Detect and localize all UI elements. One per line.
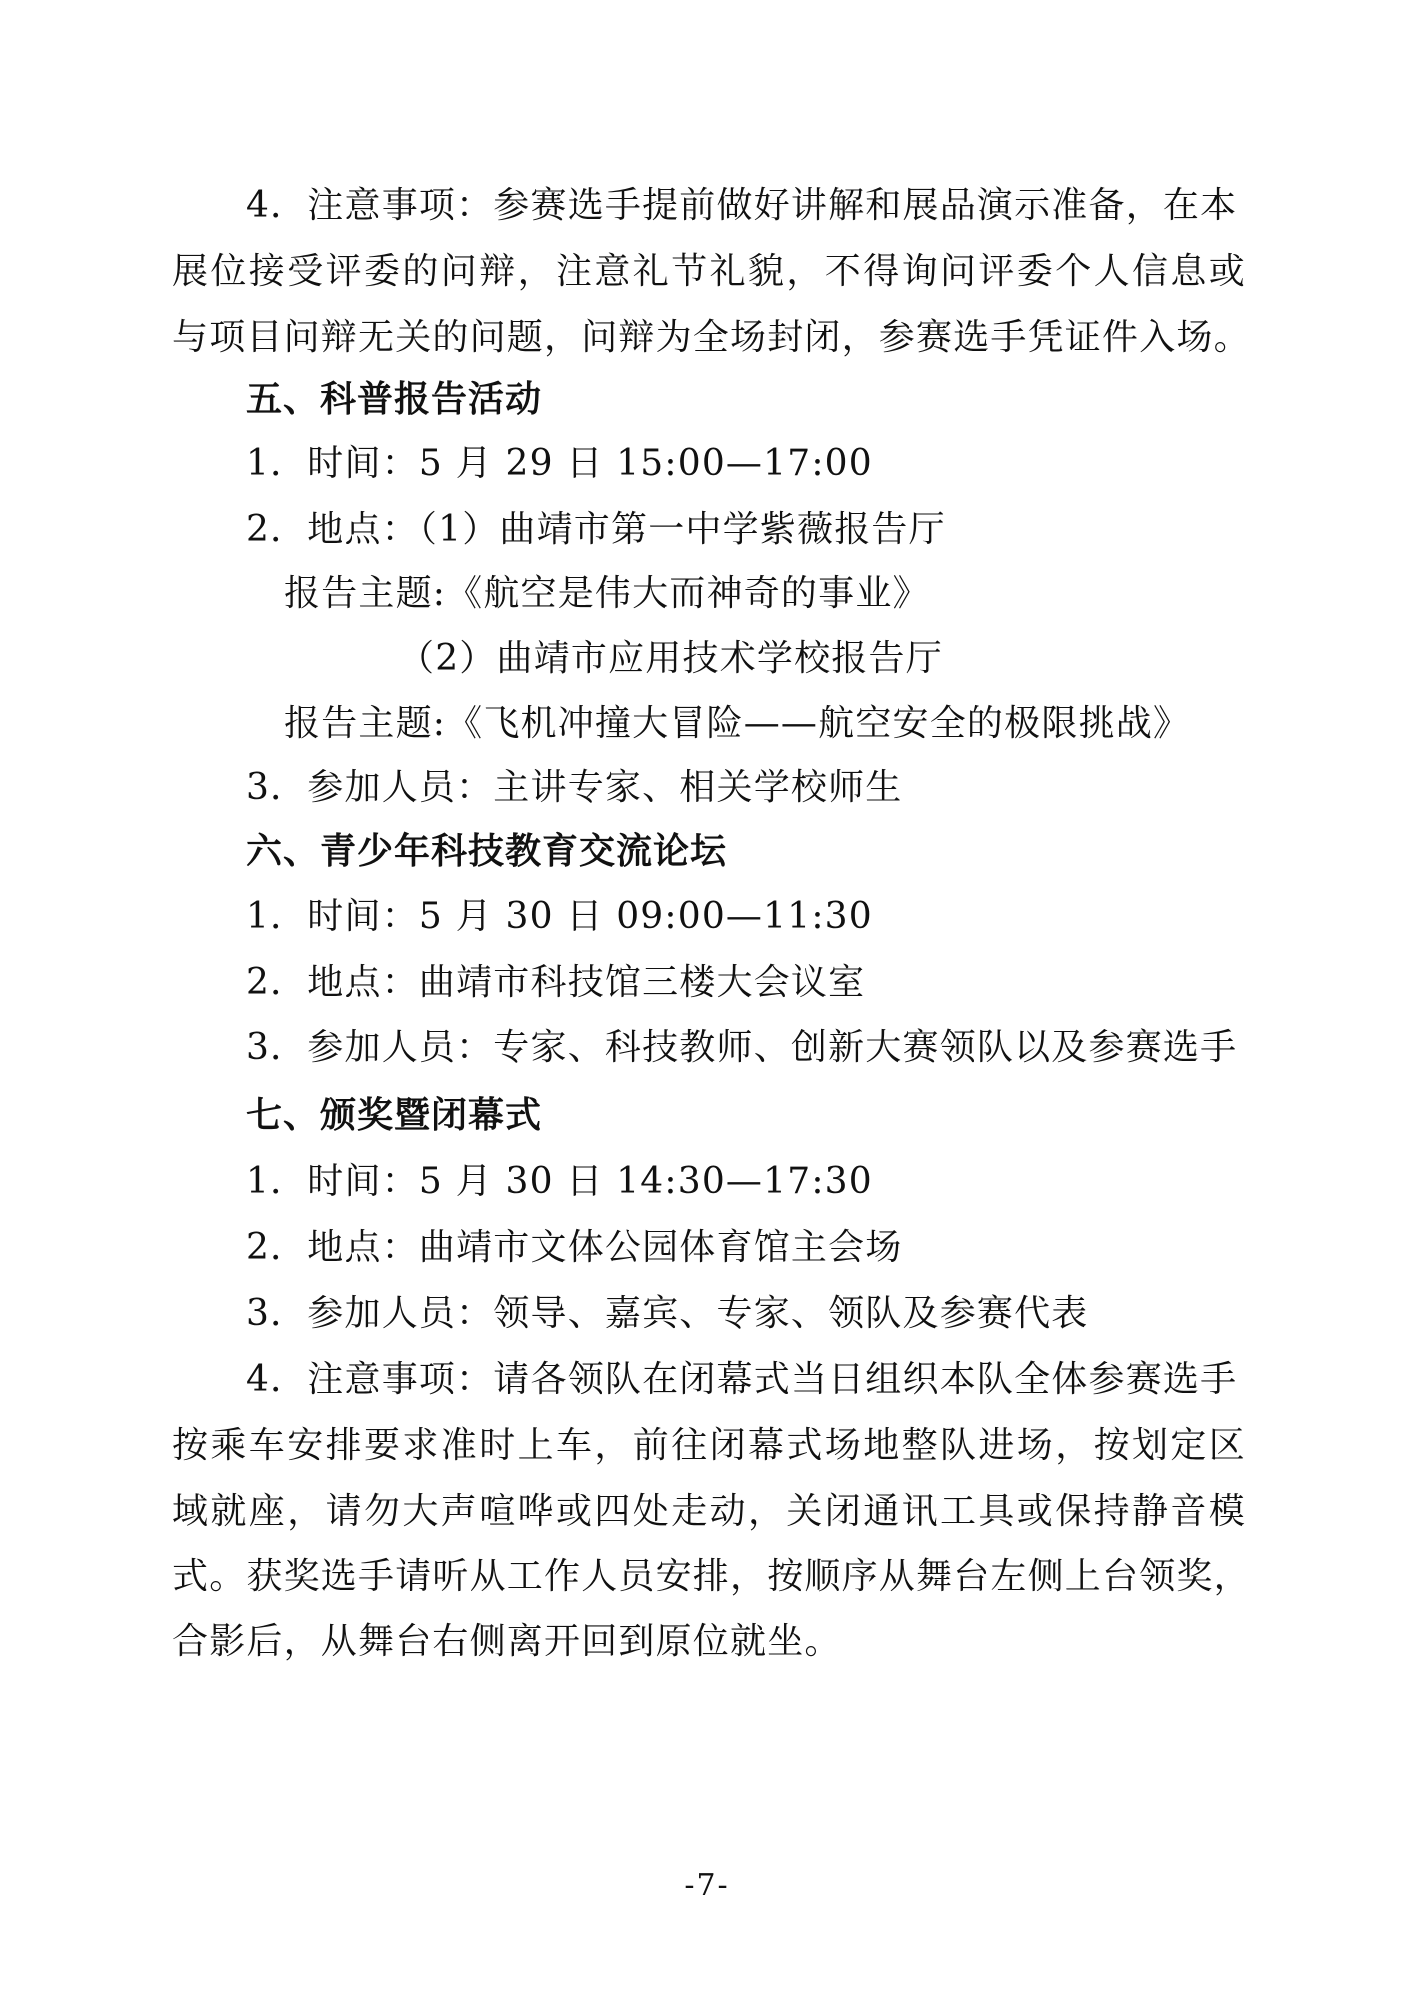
section5-topic-1: 报告主题:《航空是伟大而神奇的事业》 — [284, 573, 930, 614]
section5-location-2: （2）曲靖市应用技术学校报告厅 — [398, 638, 943, 679]
section7-participants: 3．参加人员：领导、嘉宾、专家、领队及参赛代表 — [246, 1293, 1089, 1334]
section5-location: 2．地点：（1）曲靖市第一中学紫薇报告厅 — [246, 509, 946, 550]
section5-time: 1．时间：5 月 29 日 15:00—17:00 — [246, 443, 873, 484]
section7-notes-line-4: 式。获奖选手请听从工作人员安排，按顺序从舞台左侧上台领奖， — [172, 1556, 1251, 1597]
section-heading-7: 七、颁奖暨闭幕式 — [246, 1095, 543, 1136]
section5-participants: 3．参加人员：主讲专家、相关学校师生 — [246, 767, 903, 808]
section7-notes-line-1: 4．注意事项：请各领队在闭幕式当日组织本队全体参赛选手 — [246, 1359, 1238, 1400]
section7-notes-line-2: 按乘车安排要求准时上车，前往闭幕式场地整队进场，按划定区 — [172, 1425, 1246, 1466]
section7-location: 2．地点：曲靖市文体公园体育馆主会场 — [246, 1227, 903, 1268]
section5-topic-2: 报告主题:《飞机冲撞大冒险——航空安全的极限挑战》 — [284, 703, 1191, 744]
page-number: -7- — [684, 1868, 730, 1903]
section6-participants: 3．参加人员：专家、科技教师、创新大赛领队以及参赛选手 — [246, 1027, 1238, 1068]
section7-notes-line-5: 合影后，从舞台右侧离开回到原位就坐。 — [172, 1621, 842, 1662]
section6-location: 2．地点：曲靖市科技馆三楼大会议室 — [246, 962, 866, 1003]
section7-time: 1．时间：5 月 30 日 14:30—17:30 — [246, 1161, 873, 1202]
section7-notes-line-3: 域就座，请勿大声喧哗或四处走动，关闭通讯工具或保持静音模 — [172, 1491, 1246, 1532]
notes-line-1: 4．注意事项：参赛选手提前做好讲解和展品演示准备，在本 — [246, 185, 1238, 226]
section6-time: 1．时间：5 月 30 日 09:00—11:30 — [246, 896, 873, 937]
section-heading-6: 六、青少年科技教育交流论坛 — [246, 831, 728, 872]
notes-line-3: 与项目问辩无关的问题，问辩为全场封闭，参赛选手凭证件入场。 — [172, 317, 1251, 358]
notes-line-2: 展位接受评委的问辩，注意礼节礼貌，不得询问评委个人信息或 — [172, 251, 1246, 292]
section-heading-5: 五、科普报告活动 — [246, 379, 543, 420]
